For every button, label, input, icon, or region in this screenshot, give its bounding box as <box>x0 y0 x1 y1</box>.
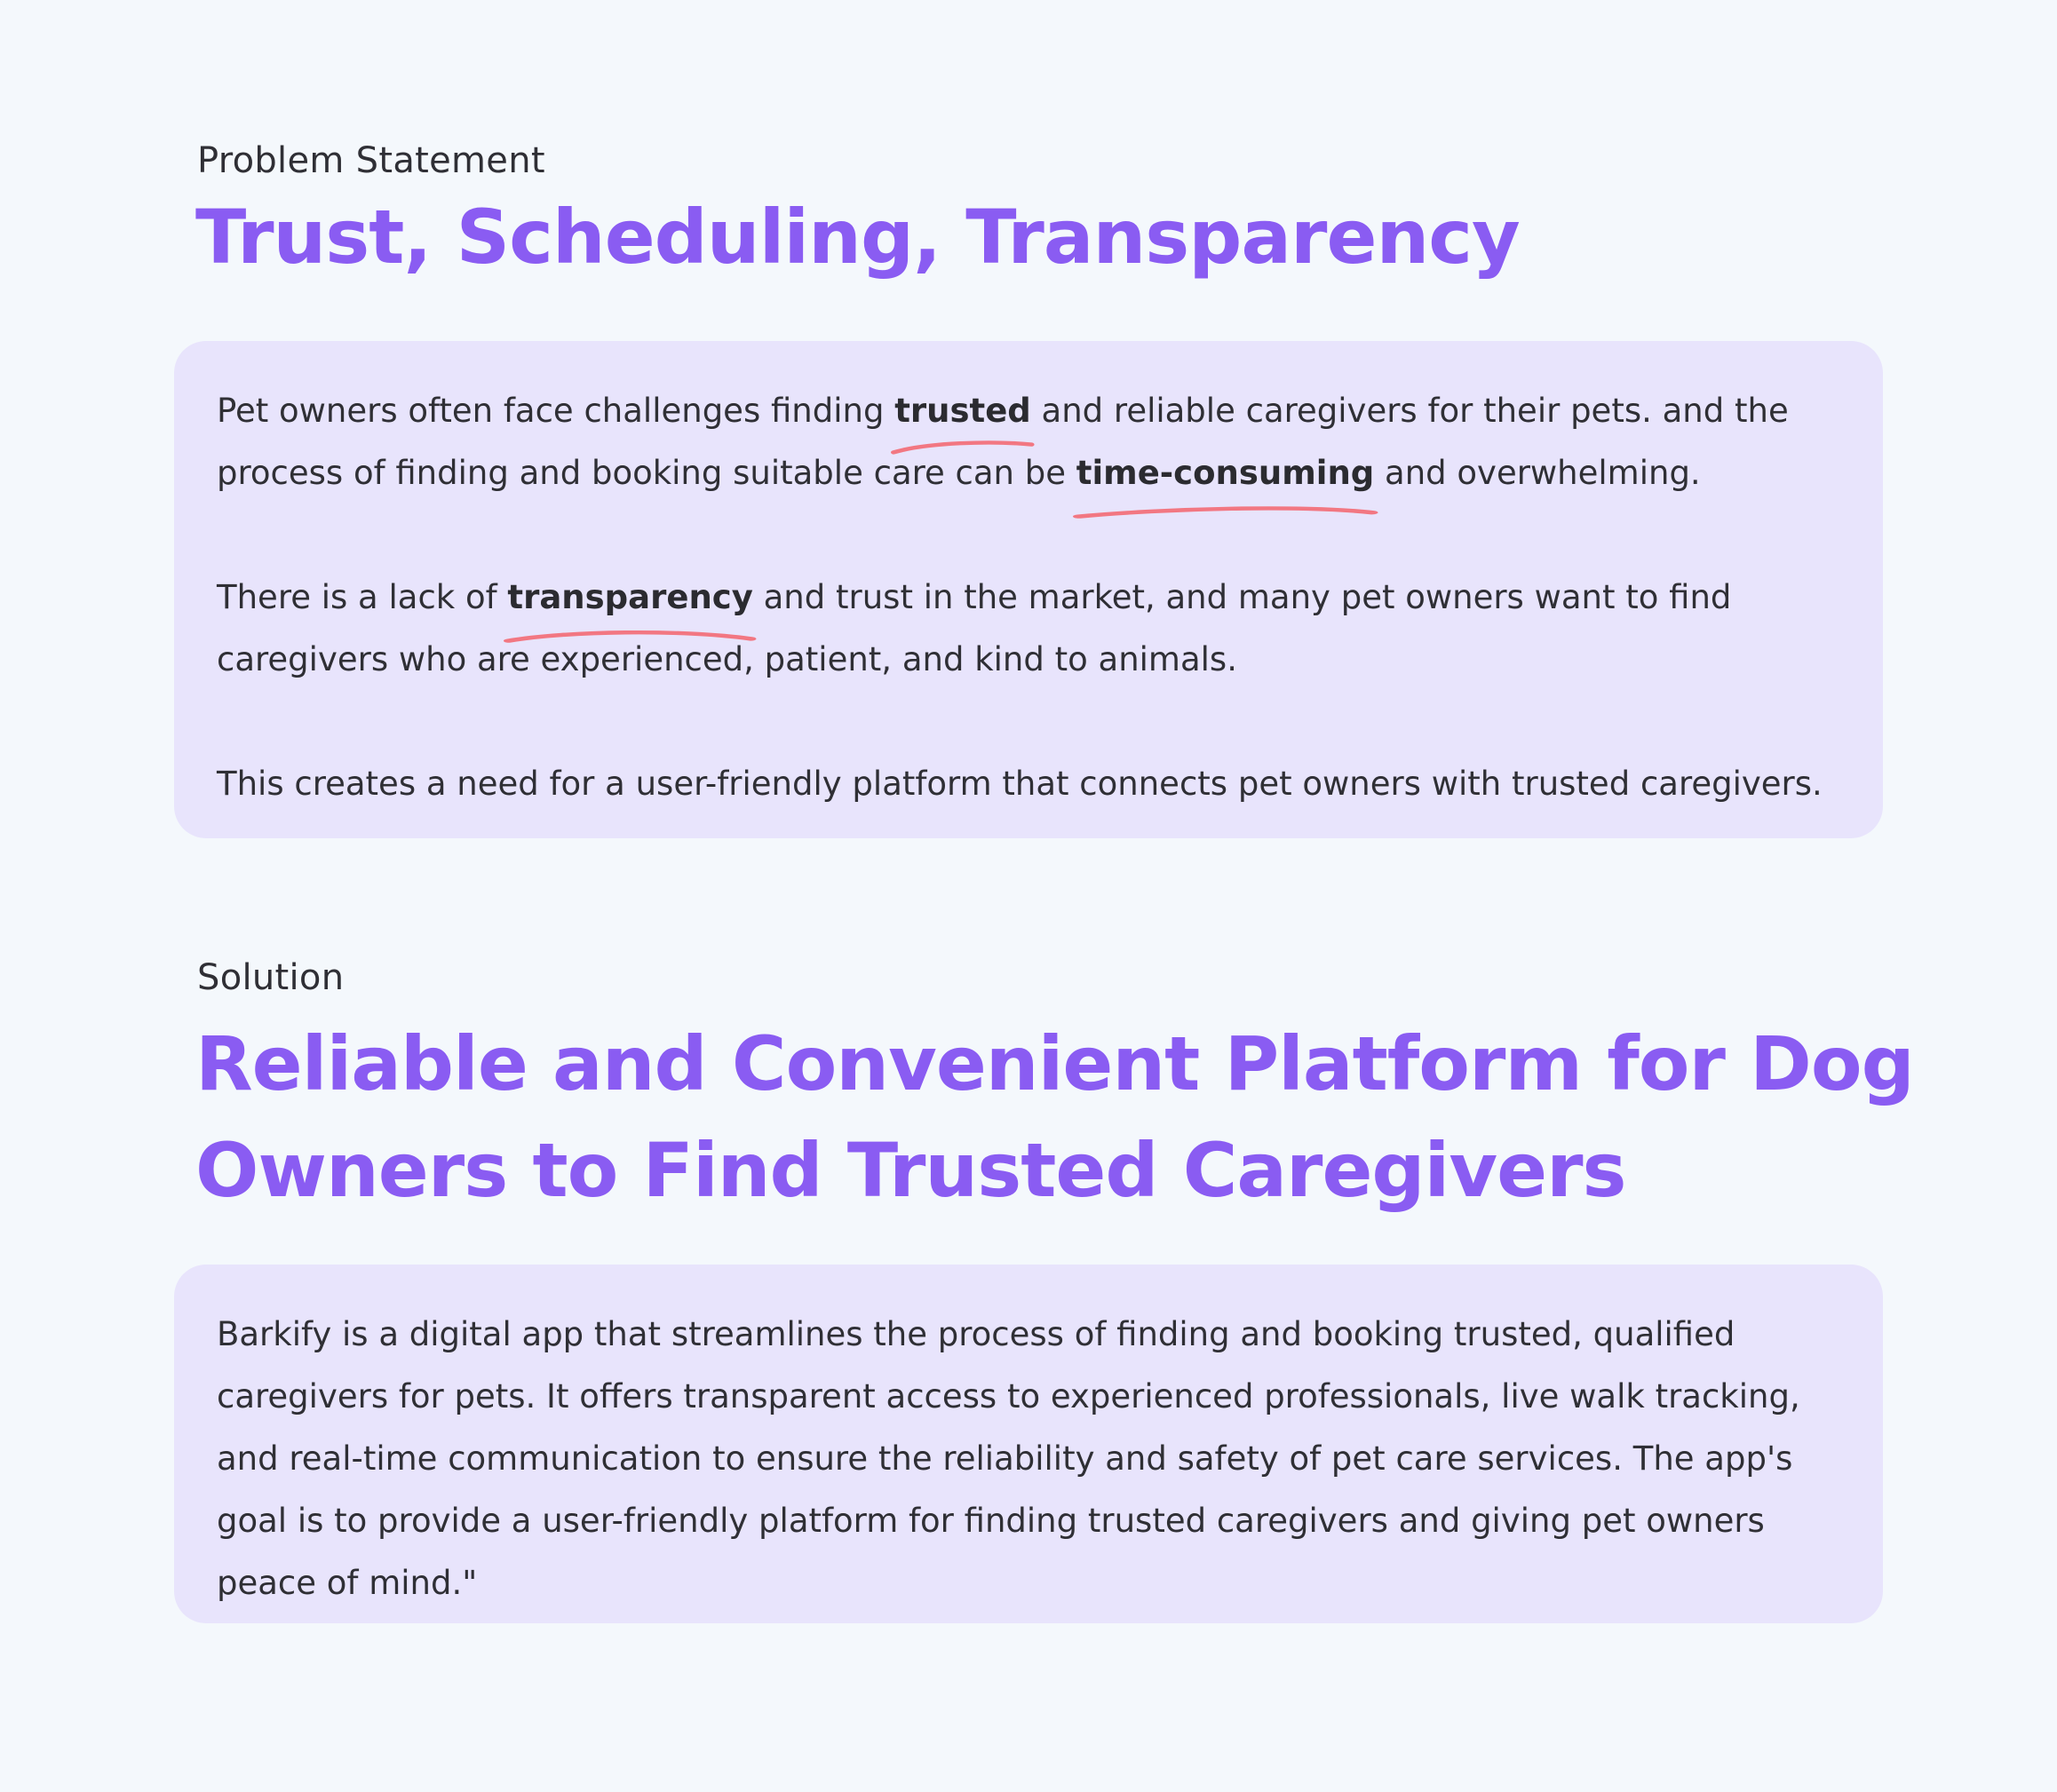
highlight-transparency-text: transparency <box>507 578 753 616</box>
problem-p1-text-middle: and reliable caregivers for their pets. and the process of finding and booking suitable care can be <box>217 392 1789 492</box>
highlight-trusted-text: trusted <box>894 392 1031 430</box>
problem-p1-text-end: and overwhelming. <box>1374 454 1701 492</box>
highlight-time-consuming-text: time-consuming <box>1076 454 1375 492</box>
problem-p1-text-start: Pet owners often face challenges finding <box>217 392 895 430</box>
solution-paragraph: Barkify is a digital app that streamlines the process of finding and booking trusted, qualified caregivers for pets. It offers transparent access to experienced professionals, live walk tracking, and real-time communication to ensure the reliability and safety of pet care services. The app's goal is to provide a user-friendly platform for finding trusted caregivers and giving pet owners peace of mind." <box>217 1315 1800 1602</box>
problem-paragraph-1 <box>217 380 1839 504</box>
problem-eyebrow: Problem Statement <box>197 140 545 181</box>
solution-title-line-2: Owners to Find Trusted Caregivers <box>195 1127 1626 1214</box>
problem-paragraph-3: This creates a need for a user-friendly platform that connects pet owners with trusted caregivers. <box>217 765 1823 803</box>
highlight-time-consuming <box>1076 442 1375 504</box>
problem-card <box>174 341 1883 838</box>
solution-card <box>174 1265 1883 1623</box>
underline-stroke <box>891 439 1035 458</box>
underline-stroke <box>1073 501 1378 520</box>
highlight-trusted <box>894 380 1031 442</box>
problem-paragraph-2 <box>217 567 1839 691</box>
problem-title: Trust, Scheduling, Transparency <box>195 194 1520 281</box>
underline-stroke <box>504 625 756 645</box>
highlight-transparency <box>507 567 752 629</box>
solution-title <box>195 1011 1914 1224</box>
solution-title-line-1: Reliable and Convenient Platform for Dog <box>195 1020 1914 1107</box>
problem-p2-text-end: and trust in the market, and many pet owners want to find caregivers who are experienced, patient, and kind to animals. <box>217 578 1732 678</box>
problem-p2-text-start: There is a lack of <box>217 578 508 616</box>
solution-eyebrow: Solution <box>197 957 345 998</box>
